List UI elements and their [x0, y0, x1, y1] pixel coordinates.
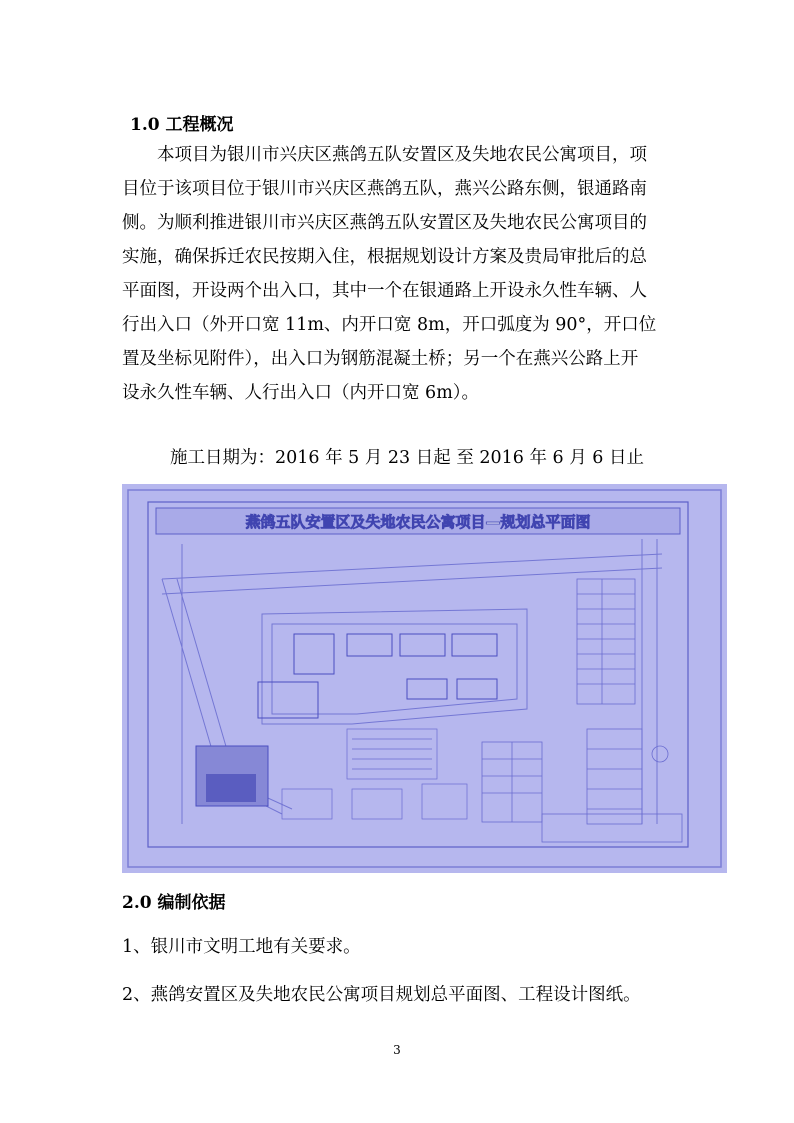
plan-title: 燕鸽五队安置区及失地农民公寓项目—规划总平面图: [245, 513, 591, 531]
basis-item-2: 2、燕鸽安置区及失地农民公寓项目规划总平面图、工程设计图纸。: [122, 985, 641, 1005]
paragraph-line: 行出入口（外开口宽 11m、内开口宽 8m，开口弧度为 90°，开口位: [122, 315, 657, 335]
paragraph-line: 本项目为银川市兴庆区燕鸽五队安置区及失地农民公寓项目，项: [157, 145, 647, 165]
section-heading-overview: 1.0 工程概况: [130, 115, 234, 135]
section-heading-basis: 2.0 编制依据: [122, 893, 226, 913]
paragraph-line: 平面图，开设两个出入口，其中一个在银通路上开设永久性车辆、人: [122, 281, 647, 301]
page-number: 3: [393, 1043, 401, 1057]
paragraph-line: 设永久性车辆、人行出入口（内开口宽 6m）。: [122, 383, 480, 403]
site-plan-blueprint: [122, 484, 727, 873]
construction-schedule: 施工日期为：2016 年 5 月 23 日起 至 2016 年 6 月 6 日止: [170, 448, 644, 468]
paragraph-line: 侧。为顺利推进银川市兴庆区燕鸽五队安置区及失地农民公寓项目的: [122, 213, 647, 233]
paragraph-line: 目位于该项目位于银川市兴庆区燕鸽五队，燕兴公路东侧，银通路南: [122, 179, 647, 199]
paragraph-line: 实施，确保拆迁农民按期入住，根据规划设计方案及贵局审批后的总: [122, 247, 647, 267]
paragraph-line: 置及坐标见附件），出入口为钢筋混凝土桥；另一个在燕兴公路上开: [122, 349, 639, 369]
basis-item-1: 1、银川市文明工地有关要求。: [122, 937, 361, 957]
overview-paragraph: [122, 138, 678, 410]
